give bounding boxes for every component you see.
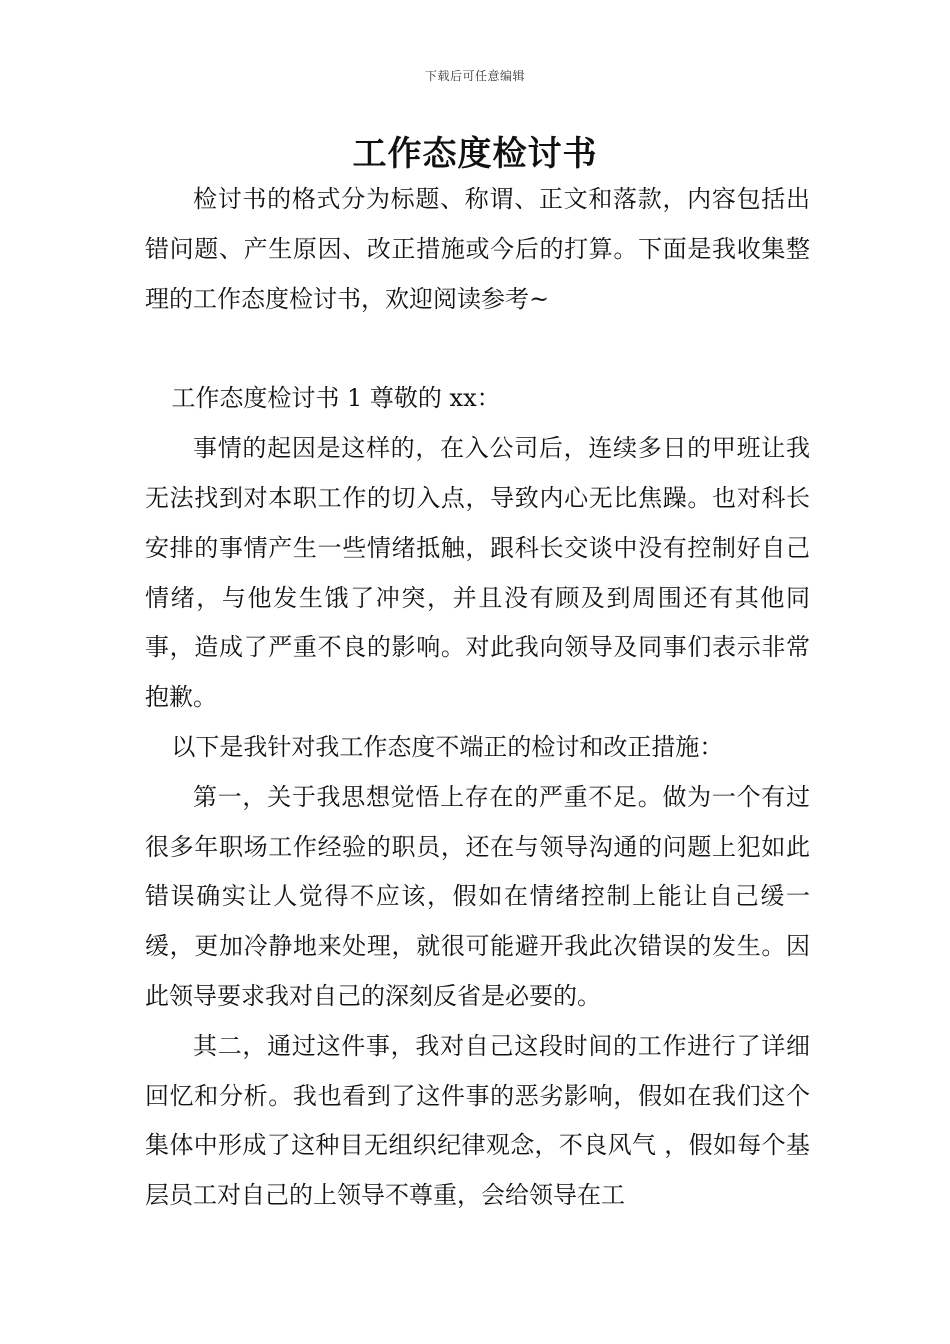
body-paragraph-4: 其二，通过这件事，我对自己这段时间的工作进行了详细回忆和分析。我也看到了这件事的恶劣影响，假如在我们这个集体中形成了这种目无组织纪律观念，不良风气 ，假如每个基层员工对自己的上领导不尊重，会给领导在工 [145, 1031, 810, 1210]
body-paragraph-1: 事情的起因是这样的，在入公司后，连续多日的甲班让我无法找到对本职工作的切入点，导致内心无比焦躁。也对科长安排的事情产生一些情绪抵触，跟科长交谈中没有控制好自己情绪，与他发生饿了冲突，并且没有顾及到周围还有其他同事，造成了严重不良的影响。对此我向领导及同事们表示非常抱歉。 [145, 434, 810, 712]
body-paragraph-3: 第一，关于我思想觉悟上存在的严重不足。做为一个有过很多年职场工作经验的职员，还在与领导沟通的问题上犯如此错误确实让人觉得不应该，假如在情绪控制上能让自己缓一缓，更加冷静地来处理，就很可能避开我此次错误的发生。因此领导要求我对自己的深刻反省是必要的。 [145, 782, 810, 1010]
paragraph-spacer [145, 324, 810, 374]
header-note: 下载后可任意编辑 [424, 69, 525, 83]
intro-paragraph: 检讨书的格式分为标题、称谓、正文和落款，内容包括出错问题、产生原因、改正措施或今后的打算。下面是我收集整理的工作态度检讨书，欢迎阅读参考~ [145, 185, 810, 313]
document-body [145, 175, 810, 1221]
section-heading: 工作态度检讨书 1 尊敬的 xx： [171, 384, 501, 413]
document-title: 工作态度检讨书 [352, 134, 598, 174]
body-paragraph-2: 以下是我针对我工作态度不端正的检讨和改正措施： [171, 732, 724, 761]
